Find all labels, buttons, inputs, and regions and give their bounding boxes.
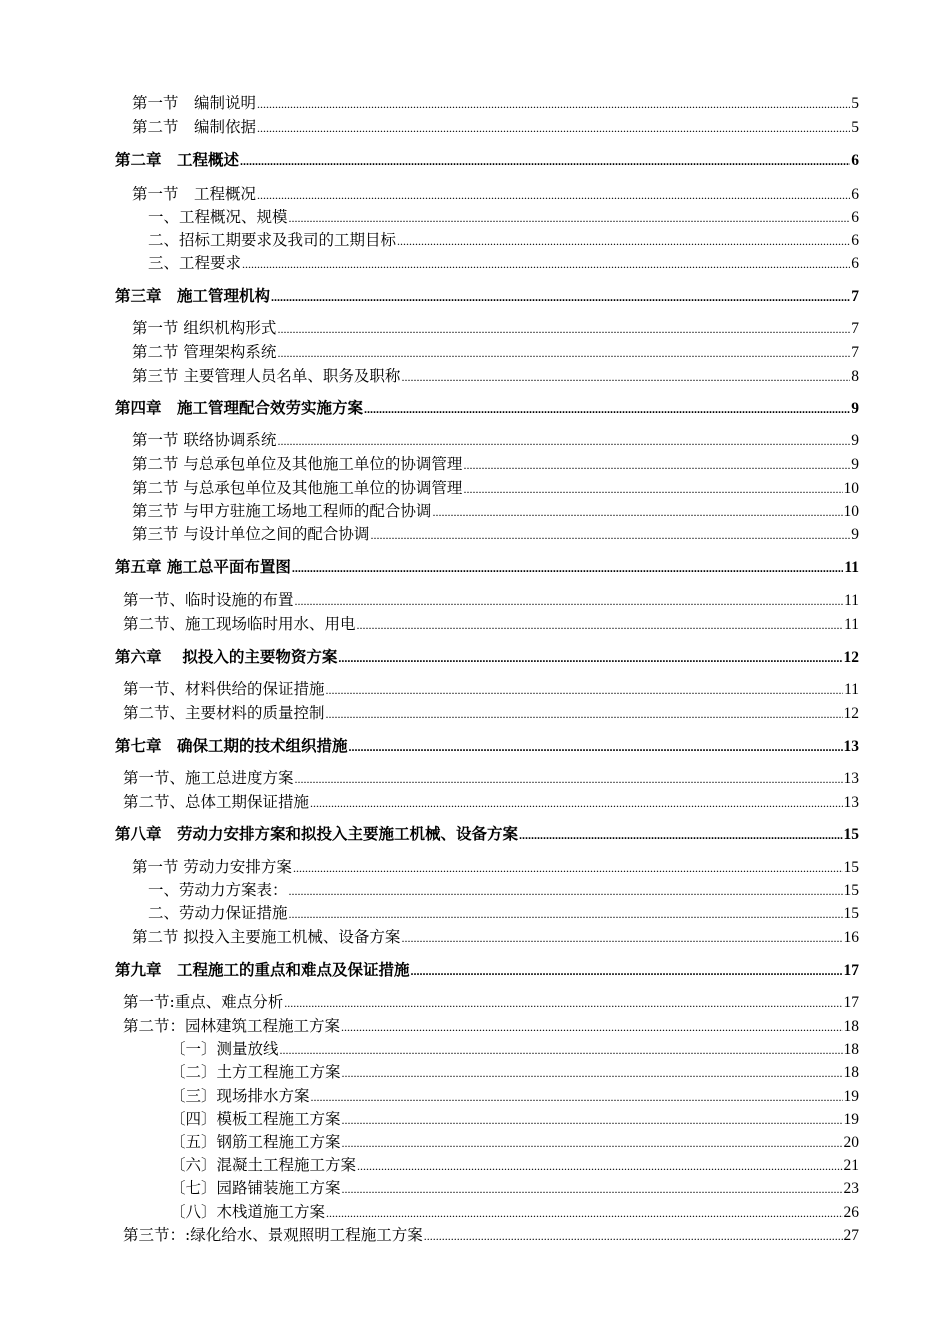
toc-leader-dots: [257, 118, 850, 138]
toc-leader-dots: [277, 343, 850, 363]
toc-entry: [132, 117, 859, 138]
toc-entry: [170, 1202, 859, 1223]
toc-entry: [123, 1016, 859, 1037]
toc-leader-dots: [310, 793, 842, 813]
toc-entry-title: 第一节、临时设施的布置: [123, 591, 294, 609]
toc-entry-title: 第三节：:绿化给水、景观照明工程施工方案: [123, 1226, 423, 1244]
toc-entry-title: 第三节 主要管理人员名单、职务及职称: [132, 367, 401, 385]
toc-entry-title: 〔一〕测量放线: [170, 1040, 279, 1058]
toc-entry: [148, 903, 859, 924]
toc-leader-dots: [257, 94, 850, 114]
toc-leader-dots: [342, 1133, 843, 1153]
toc-entry-title: 一、工程概况、规模: [148, 208, 288, 226]
toc-page-number: 19: [843, 1088, 859, 1105]
toc-page-number: 7: [851, 288, 859, 305]
toc-page-number: 19: [843, 1111, 859, 1128]
toc-entry-title: 第二节、施工现场临时用水、用电: [123, 615, 356, 633]
toc-page-number: 11: [844, 559, 859, 576]
toc-leader-dots: [289, 904, 843, 924]
toc-leader-dots: [341, 1017, 842, 1037]
toc-entry-title: 第二节：园林建筑工程施工方案: [123, 1017, 341, 1035]
toc-leader-dots: [463, 455, 850, 475]
toc-leader-dots: [242, 254, 850, 274]
toc-leader-dots: [463, 479, 842, 499]
toc-entry-title: 第二节 与总承包单位及其他施工单位的协调管理: [132, 479, 463, 497]
toc-entry-title: 第一节:重点、难点分析: [123, 993, 284, 1011]
toc-entry: [170, 1039, 859, 1060]
toc-page-number: 18: [843, 1064, 859, 1081]
toc-page-number: 18: [843, 1041, 859, 1058]
toc-entry: [132, 454, 859, 475]
toc-entry: [132, 93, 859, 114]
toc-page-number: 13: [843, 794, 859, 811]
toc-entry: [132, 184, 859, 205]
toc-entry: [170, 1086, 859, 1107]
toc-leader-dots: [364, 399, 850, 419]
toc-entry-title: 〔五〕钢筋工程施工方案: [170, 1133, 341, 1151]
toc-leader-dots: [293, 858, 843, 878]
toc-entry-title: 第六章 拟投入的主要物资方案: [115, 647, 338, 666]
toc-page-number: 21: [843, 1157, 859, 1174]
toc-entry-title: 第二节 管理架构系统: [132, 343, 277, 361]
toc-page-number: 6: [851, 232, 859, 249]
toc-page-number: 16: [843, 929, 859, 946]
toc-leader-dots: [295, 769, 843, 789]
toc-entry: [132, 430, 859, 451]
toc-page-number: 15: [843, 882, 859, 899]
toc-page-number: 6: [851, 209, 859, 226]
toc-page-number: 5: [851, 95, 859, 112]
toc-entry-title: 第二节、主要材料的质量控制: [123, 704, 325, 722]
toc-entry-title: 第一节 编制说明: [132, 94, 257, 112]
toc-leader-dots: [326, 1203, 842, 1223]
toc-entry: [148, 230, 859, 251]
toc-leader-dots: [292, 558, 843, 578]
toc-leader-dots: [289, 208, 851, 228]
toc-page-number: 9: [851, 456, 859, 473]
toc-page-number: 12: [843, 705, 859, 722]
toc-entry: [170, 1132, 859, 1153]
toc-chapter: [115, 398, 859, 419]
toc-page-number: 15: [843, 859, 859, 876]
toc-entry-title: 第一节 联络协调系统: [132, 431, 277, 449]
toc-leader-dots: [342, 1179, 843, 1199]
toc-entry: [132, 478, 859, 499]
toc-page-number: 5: [851, 119, 859, 136]
toc-page-number: 7: [851, 344, 859, 361]
toc-page-number: 17: [843, 994, 859, 1011]
toc-page-number: 6: [851, 152, 859, 169]
toc-entry: [148, 253, 859, 274]
toc-entry-title: 〔二〕土方工程施工方案: [170, 1063, 341, 1081]
toc-leader-dots: [271, 287, 850, 307]
toc-page-number: 23: [843, 1180, 859, 1197]
toc-entry: [170, 1109, 859, 1130]
toc-entry-title: 一、劳动力方案表：: [148, 881, 288, 899]
toc-entry-title: 第三节 与设计单位之间的配合协调: [132, 525, 370, 543]
toc-page-number: 17: [843, 962, 859, 979]
toc-page-number: 11: [844, 616, 859, 633]
toc-entry-title: 第二节 编制依据: [132, 118, 257, 136]
toc-leader-dots: [311, 1087, 843, 1107]
toc-entry-title: 〔三〕现场排水方案: [170, 1087, 310, 1105]
toc-entry: [132, 857, 859, 878]
toc-entry: [170, 1062, 859, 1083]
toc-page-number: 13: [843, 770, 859, 787]
toc-entry: [123, 768, 859, 789]
toc-leader-dots: [326, 680, 844, 700]
toc-leader-dots: [432, 502, 842, 522]
toc-leader-dots: [424, 1226, 843, 1246]
toc-entry-title: 第一节 组织机构形式: [132, 319, 277, 337]
toc-page-number: 9: [851, 526, 859, 543]
toc-entry-title: 第二节 拟投入主要施工机械、设备方案: [132, 928, 401, 946]
toc-leader-dots: [519, 825, 842, 845]
toc-entry: [132, 366, 859, 387]
toc-entry: [132, 318, 859, 339]
toc-entry-title: 二、劳动力保证措施: [148, 904, 288, 922]
toc-entry: [123, 992, 859, 1013]
toc-entry: [123, 1225, 859, 1246]
toc-leader-dots: [277, 319, 850, 339]
toc-page-number: 9: [851, 400, 859, 417]
toc-entry-title: 〔六〕混凝土工程施工方案: [170, 1156, 357, 1174]
toc-entry-title: 第一节、材料供给的保证措施: [123, 680, 325, 698]
toc-leader-dots: [295, 591, 844, 611]
toc-page-number: 10: [843, 480, 859, 497]
toc-entry-title: 第二节、总体工期保证措施: [123, 793, 310, 811]
toc-page-number: 20: [843, 1134, 859, 1151]
toc-entry-title: 〔四〕模板工程施工方案: [170, 1110, 341, 1128]
toc-page-number: 26: [843, 1204, 859, 1221]
toc-entry: [170, 1178, 859, 1199]
toc-leader-dots: [284, 993, 842, 1013]
toc-leader-dots: [401, 928, 842, 948]
toc-page-number: 18: [843, 1018, 859, 1035]
toc-page-number: 6: [851, 255, 859, 272]
toc-entry: [123, 679, 859, 700]
toc-entry: [123, 703, 859, 724]
toc-page-number: 12: [843, 649, 859, 666]
toc-entry-title: 第四章 施工管理配合效劳实施方案: [115, 398, 364, 417]
toc-leader-dots: [338, 648, 842, 668]
toc-entry-title: 第八章 劳动力安排方案和拟投入主要施工机械、设备方案: [115, 824, 519, 843]
toc-page-number: 8: [851, 368, 859, 385]
toc-entry-title: 第五章 施工总平面布置图: [115, 557, 291, 576]
toc-entry-title: 第三章 施工管理机构: [115, 286, 271, 305]
toc-entry-title: 第二节 与总承包单位及其他施工单位的协调管理: [132, 455, 463, 473]
toc-leader-dots: [257, 185, 850, 205]
toc-entry: [170, 1155, 859, 1176]
toc-leader-dots: [411, 961, 843, 981]
toc-page-number: 10: [843, 503, 859, 520]
toc-entry-title: 第一节 工程概况: [132, 185, 257, 203]
toc-leader-dots: [342, 1110, 843, 1130]
toc-entry: [132, 501, 859, 522]
toc-chapter: [115, 286, 859, 307]
toc-page-number: 9: [851, 432, 859, 449]
toc-entry-title: 第二章 工程概述: [115, 150, 240, 169]
toc-leader-dots: [357, 1156, 842, 1176]
toc-leader-dots: [370, 525, 850, 545]
toc-leader-dots: [357, 615, 844, 635]
toc-chapter: [115, 736, 859, 757]
toc-leader-dots: [277, 431, 850, 451]
toc-leader-dots: [401, 367, 850, 387]
toc-page-number: 11: [844, 681, 859, 698]
toc-entry: [148, 880, 859, 901]
toc-entry: [123, 792, 859, 813]
toc-chapter: [115, 960, 859, 981]
toc-entry-title: 二、招标工期要求及我司的工期目标: [148, 231, 397, 249]
toc-entry-title: 第一节、施工总进度方案: [123, 769, 294, 787]
toc-leader-dots: [289, 881, 843, 901]
toc-entry-title: 第七章 确保工期的技术组织措施: [115, 736, 348, 755]
toc-leader-dots: [280, 1040, 843, 1060]
toc-leader-dots: [326, 704, 843, 724]
toc-leader-dots: [240, 151, 850, 171]
toc-entry-title: 第一节 劳动力安排方案: [132, 858, 292, 876]
toc-leader-dots: [397, 231, 850, 251]
toc-entry: [123, 590, 859, 611]
toc-leader-dots: [342, 1063, 843, 1083]
toc-entry: [132, 927, 859, 948]
toc-page-number: 15: [843, 826, 859, 843]
toc-page-number: 13: [843, 738, 859, 755]
toc-page-number: 7: [851, 320, 859, 337]
toc-entry-title: 〔八〕木栈道施工方案: [170, 1203, 326, 1221]
toc-entry-title: 三、工程要求: [148, 254, 242, 272]
toc-leader-dots: [349, 737, 843, 757]
toc-entry-title: 第九章 工程施工的重点和难点及保证措施: [115, 960, 410, 979]
toc-chapter: [115, 557, 859, 578]
toc-chapter: [115, 150, 859, 171]
toc-entry-title: 第三节 与甲方驻施工场地工程师的配合协调: [132, 502, 432, 520]
toc-chapter: [115, 647, 859, 668]
toc-entry-title: 〔七〕园路铺装施工方案: [170, 1179, 341, 1197]
toc-entry: [132, 342, 859, 363]
toc-entry: [132, 524, 859, 545]
toc-entry: [148, 207, 859, 228]
toc-page-number: 6: [851, 186, 859, 203]
toc-entry: [123, 614, 859, 635]
toc-chapter: [115, 824, 859, 845]
toc-page-number: 27: [843, 1227, 859, 1244]
toc-page-number: 15: [843, 905, 859, 922]
toc-page-number: 11: [844, 592, 859, 609]
